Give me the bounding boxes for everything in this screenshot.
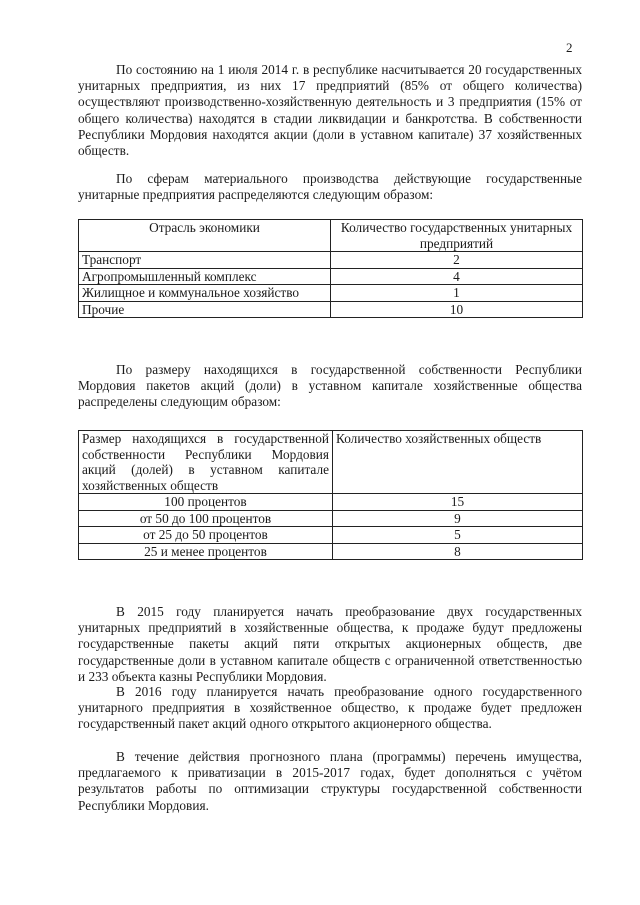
paragraph-sectors-intro: По сферам материального производства действующие государственные унитарные предприятия распределяются следующим образом: (78, 171, 582, 203)
page-number: 2 (566, 40, 573, 55)
table-cell: 1 (331, 285, 583, 302)
table-row (79, 527, 583, 544)
paragraph-plan-2015: В 2015 году планируется начать преобразование двух государственных унитарных предприятий в хозяйственные общества, к продаже будут предложены государственные пакеты акций пяти открытых акционерных обществ, две государственные доли в уставном капитале обществ с ограниченной ответственностью и 233 объекта казны Республики Мордовия. (78, 604, 582, 684)
table-cell: 2 (331, 252, 583, 269)
table-cell: 4 (331, 268, 583, 285)
table-cell: от 25 до 50 процентов (79, 527, 333, 544)
table-cell: 100 процентов (79, 494, 333, 511)
table-cell: 25 и менее процентов (79, 543, 333, 560)
table-cell: 8 (333, 543, 583, 560)
table-header-cell: Размер находящихся в государственной собственности Республики Мордовия акций (долей) в уставном капитале хозяйственных обществ (79, 431, 333, 494)
paragraph-shares-intro: По размеру находящихся в государственной собственности Республики Мордовия пакетов акций (доли) в уставном капитале хозяйственные общества распределены следующим образом: (78, 362, 582, 410)
table-row (79, 268, 583, 285)
table-header-row (79, 431, 583, 494)
table-enterprises-by-sector (78, 219, 583, 318)
table-cell: Жилищное и коммунальное хозяйство (79, 285, 331, 302)
table-row (79, 494, 583, 511)
paragraph-plan-2016: В 2016 году планируется начать преобразование одного государственного унитарного предприятия в хозяйственное общество, к продаже будет предложен государственный пакет акций одного открытого акционерного общества. (78, 684, 582, 732)
table-row (79, 301, 583, 318)
table-companies-by-share (78, 430, 583, 560)
table-cell: 10 (331, 301, 583, 318)
paragraph-plan-period: В течение действия прогнозного плана (программы) перечень имущества, предлагаемого к приватизации в 2015-2017 годах, будет дополняться с учётом результатов работы по оптимизации структуры государственной собственности Республики Мордовия. (78, 749, 582, 813)
table-cell: от 50 до 100 процентов (79, 510, 333, 527)
table-row (79, 252, 583, 269)
table-cell: 5 (333, 527, 583, 544)
table-cell: Прочие (79, 301, 331, 318)
table-header-cell: Количество государственных унитарных предприятий (331, 220, 583, 252)
table-cell: Транспорт (79, 252, 331, 269)
table-header-row (79, 220, 583, 252)
table-header-cell: Отрасль экономики (79, 220, 331, 252)
table-cell: Агропромышленный комплекс (79, 268, 331, 285)
table-cell: 9 (333, 510, 583, 527)
table-row (79, 510, 583, 527)
table-row (79, 285, 583, 302)
table-cell: 15 (333, 494, 583, 511)
paragraph-enterprises-status: По состоянию на 1 июля 2014 г. в республике насчитывается 20 государственных унитарных предприятия, из них 17 предприятий (85% от общего количества) осуществляют производственно-хозяйственную деятельность и 3 предприятия (15% от общего количества) находятся в стадии ликвидации и банкротства. В собственности Республики Мордовия находятся акции (доли в уставном капитале) 37 хозяйственных обществ. (78, 62, 582, 159)
table-row (79, 543, 583, 560)
table-header-cell: Количество хозяйственных обществ (333, 431, 583, 494)
